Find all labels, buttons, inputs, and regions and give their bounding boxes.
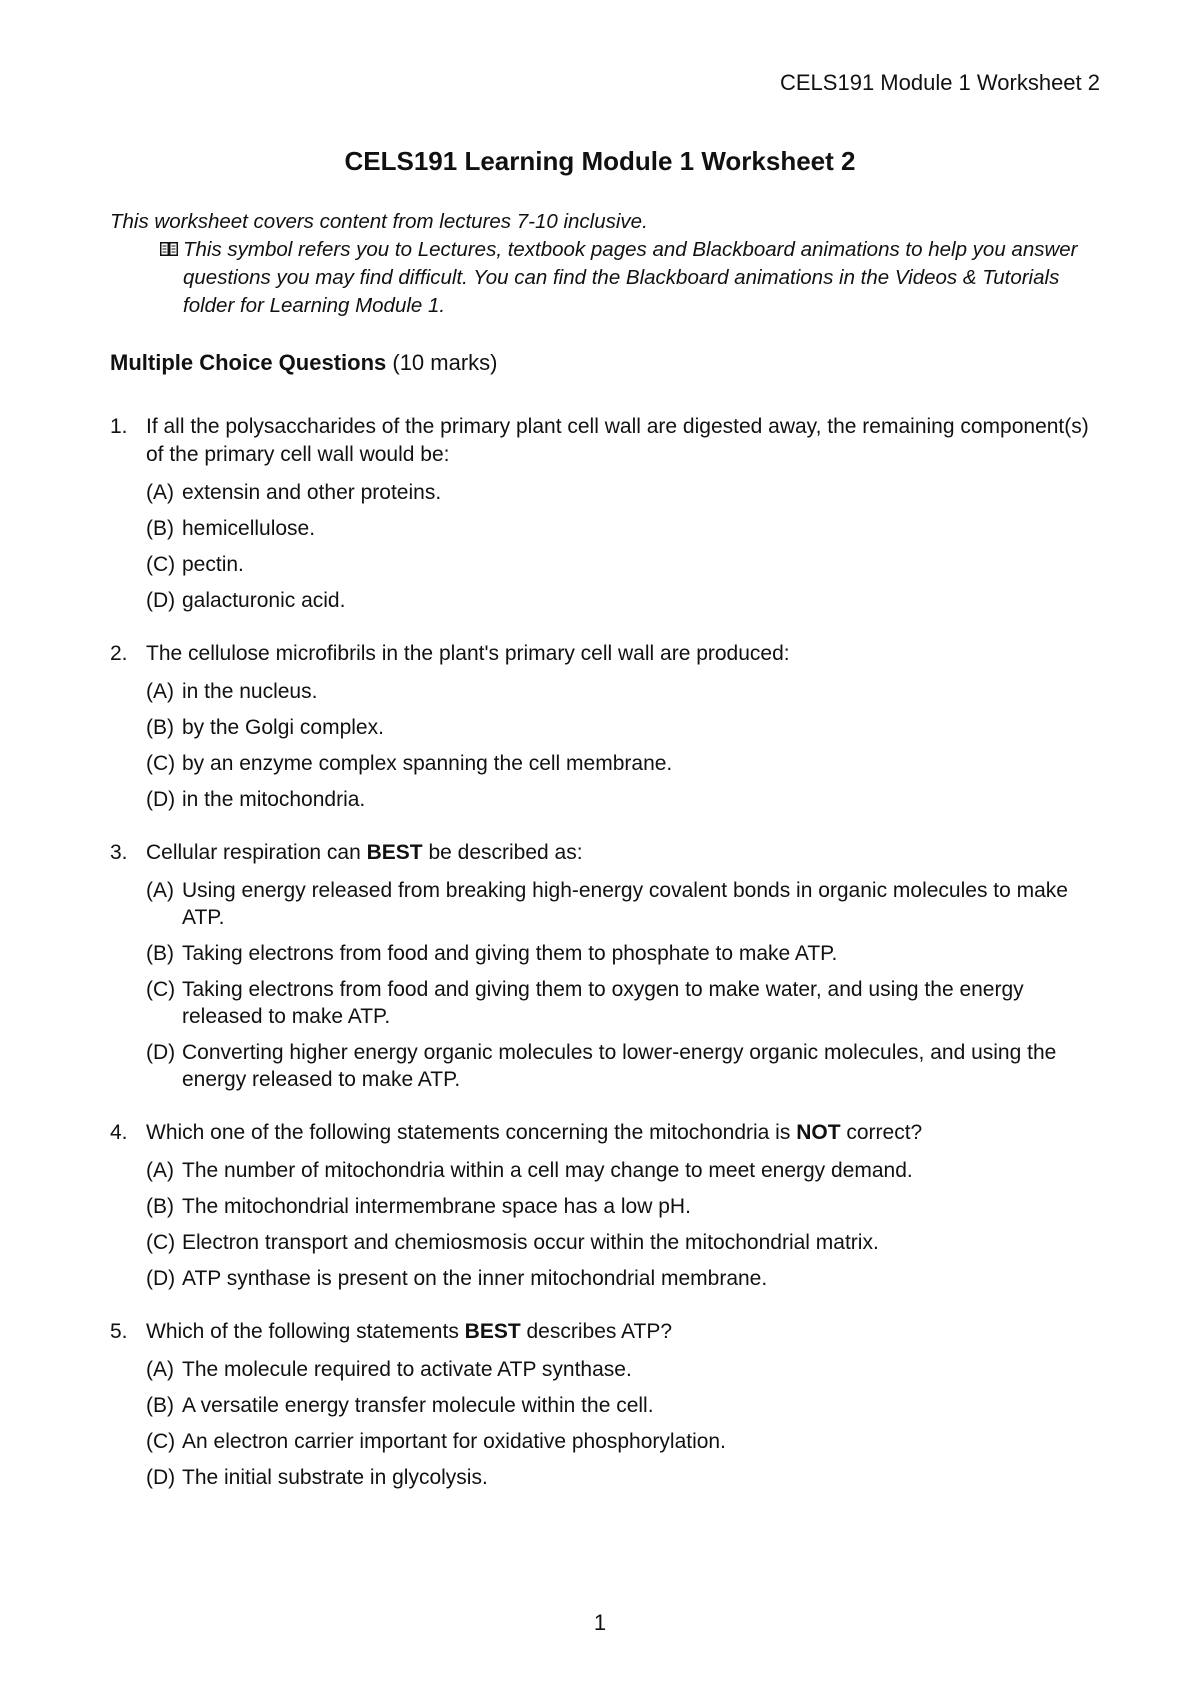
intro-note-text: This symbol refers you to Lectures, textbook pages and Blackboard animations to help you answer questions you may find difficult. You can find the Blackboard animations in the Videos & Tutorials folder for Learning Module 1. bbox=[183, 238, 1078, 317]
option-letter: (C) bbox=[146, 1231, 176, 1254]
option-list bbox=[146, 1356, 1100, 1491]
option-b[interactable] bbox=[146, 940, 1100, 967]
option-text: galacturonic acid. bbox=[182, 589, 346, 612]
question-text-start: Which of the following statements bbox=[146, 1320, 465, 1343]
question-4 bbox=[110, 1119, 1100, 1292]
option-text: Using energy released from breaking high-energy covalent bonds in organic molecules to make ATP. bbox=[182, 879, 1068, 929]
option-list bbox=[146, 678, 1100, 813]
question-number: 2. bbox=[110, 642, 128, 665]
option-list bbox=[146, 1157, 1100, 1292]
document-title: CELS191 Learning Module 1 Worksheet 2 bbox=[344, 146, 856, 176]
option-c[interactable] bbox=[146, 1428, 1100, 1455]
question-number: 4. bbox=[110, 1121, 128, 1144]
option-c[interactable] bbox=[146, 551, 1100, 578]
option-d[interactable] bbox=[146, 1464, 1100, 1491]
option-a[interactable] bbox=[146, 1157, 1100, 1184]
option-a[interactable] bbox=[146, 479, 1100, 506]
option-text: in the mitochondria. bbox=[182, 788, 366, 811]
option-a[interactable] bbox=[146, 1356, 1100, 1383]
option-b[interactable] bbox=[146, 714, 1100, 741]
option-letter: (D) bbox=[146, 788, 176, 811]
option-text: Electron transport and chemiosmosis occur within the mitochondrial matrix. bbox=[182, 1231, 879, 1254]
question-3 bbox=[110, 839, 1100, 1093]
option-text: Taking electrons from food and giving them to oxygen to make water, and using the energy released to make ATP. bbox=[182, 978, 1024, 1028]
option-c[interactable] bbox=[146, 1229, 1100, 1256]
question-stem bbox=[110, 1318, 1100, 1346]
option-list bbox=[146, 877, 1100, 1093]
option-letter: (B) bbox=[146, 517, 174, 540]
option-text: The mitochondrial intermembrane space has a low pH. bbox=[182, 1195, 691, 1218]
intro-block bbox=[110, 208, 1100, 320]
option-text: An electron carrier important for oxidative phosphorylation. bbox=[182, 1430, 726, 1453]
question-stem bbox=[110, 1119, 1100, 1147]
option-letter: (C) bbox=[146, 1430, 176, 1453]
option-text: ATP synthase is present on the inner mitochondrial membrane. bbox=[182, 1267, 768, 1290]
option-letter: (A) bbox=[146, 1159, 174, 1182]
question-1 bbox=[110, 413, 1100, 614]
option-b[interactable] bbox=[146, 1392, 1100, 1419]
intro-note bbox=[110, 236, 1100, 320]
question-5 bbox=[110, 1318, 1100, 1491]
question-number: 1. bbox=[110, 415, 128, 438]
option-text: The number of mitochondria within a cell may change to meet energy demand. bbox=[182, 1159, 913, 1182]
option-text: in the nucleus. bbox=[182, 680, 318, 703]
section-heading-marks: (10 marks) bbox=[392, 350, 498, 375]
question-emphasis: NOT bbox=[796, 1121, 841, 1144]
option-letter: (D) bbox=[146, 589, 176, 612]
section-heading-title: Multiple Choice Questions bbox=[110, 350, 387, 375]
option-d[interactable] bbox=[146, 1265, 1100, 1292]
question-text-end: be described as: bbox=[422, 841, 583, 864]
option-text: Taking electrons from food and giving them to phosphate to make ATP. bbox=[182, 942, 838, 965]
option-text: by the Golgi complex. bbox=[182, 716, 384, 739]
question-2 bbox=[110, 640, 1100, 813]
question-emphasis: BEST bbox=[366, 841, 423, 864]
option-list bbox=[146, 479, 1100, 614]
option-letter: (B) bbox=[146, 942, 174, 965]
question-text: If all the polysaccharides of the primary plant cell wall are digested away, the remaining component(s) of the primary cell wall would be: bbox=[146, 415, 1089, 466]
option-letter: (A) bbox=[146, 680, 174, 703]
option-text: by an enzyme complex spanning the cell membrane. bbox=[182, 752, 673, 775]
question-list bbox=[110, 413, 1100, 1500]
option-letter: (C) bbox=[146, 978, 176, 1001]
option-b[interactable] bbox=[146, 515, 1100, 542]
book-icon bbox=[160, 242, 178, 256]
question-stem bbox=[110, 413, 1100, 469]
running-header: CELS191 Module 1 Worksheet 2 bbox=[780, 70, 1100, 95]
option-text: extensin and other proteins. bbox=[182, 481, 442, 504]
option-letter: (B) bbox=[146, 1394, 174, 1417]
option-text: Converting higher energy organic molecules to lower-energy organic molecules, and using the energy released to make ATP. bbox=[182, 1041, 1057, 1091]
option-letter: (A) bbox=[146, 1358, 174, 1381]
question-number: 3. bbox=[110, 841, 128, 864]
question-stem bbox=[110, 839, 1100, 867]
option-text: hemicellulose. bbox=[182, 517, 316, 540]
option-text: The molecule required to activate ATP synthase. bbox=[182, 1358, 632, 1381]
option-c[interactable] bbox=[146, 750, 1100, 777]
question-text-end: correct? bbox=[840, 1121, 923, 1144]
option-a[interactable] bbox=[146, 678, 1100, 705]
option-d[interactable] bbox=[146, 1039, 1100, 1093]
option-letter: (D) bbox=[146, 1041, 176, 1064]
option-b[interactable] bbox=[146, 1193, 1100, 1220]
option-d[interactable] bbox=[146, 587, 1100, 614]
option-text: A versatile energy transfer molecule within the cell. bbox=[182, 1394, 654, 1417]
question-emphasis: BEST bbox=[464, 1320, 521, 1343]
option-letter: (A) bbox=[146, 879, 174, 902]
question-text-start: Cellular respiration can bbox=[146, 841, 367, 864]
option-letter: (C) bbox=[146, 553, 176, 576]
option-c[interactable] bbox=[146, 976, 1100, 1030]
option-letter: (B) bbox=[146, 716, 174, 739]
option-text: The initial substrate in glycolysis. bbox=[182, 1466, 488, 1489]
option-letter: (B) bbox=[146, 1195, 174, 1218]
question-stem bbox=[110, 640, 1100, 668]
question-text-end: describes ATP? bbox=[520, 1320, 673, 1343]
option-letter: (A) bbox=[146, 481, 174, 504]
section-heading bbox=[110, 350, 498, 376]
question-text: The cellulose microfibrils in the plant's primary cell wall are produced: bbox=[146, 642, 790, 665]
option-letter: (C) bbox=[146, 752, 176, 775]
page-number: 1 bbox=[593, 1610, 607, 1635]
option-d[interactable] bbox=[146, 786, 1100, 813]
question-number: 5. bbox=[110, 1320, 128, 1343]
question-text-start: Which one of the following statements concerning the mitochondria is bbox=[146, 1121, 797, 1144]
option-text: pectin. bbox=[182, 553, 244, 576]
option-a[interactable] bbox=[146, 877, 1100, 931]
option-letter: (D) bbox=[146, 1466, 176, 1489]
intro-coverage-text: This worksheet covers content from lectures 7-10 inclusive. bbox=[110, 210, 648, 233]
option-letter: (D) bbox=[146, 1267, 176, 1290]
